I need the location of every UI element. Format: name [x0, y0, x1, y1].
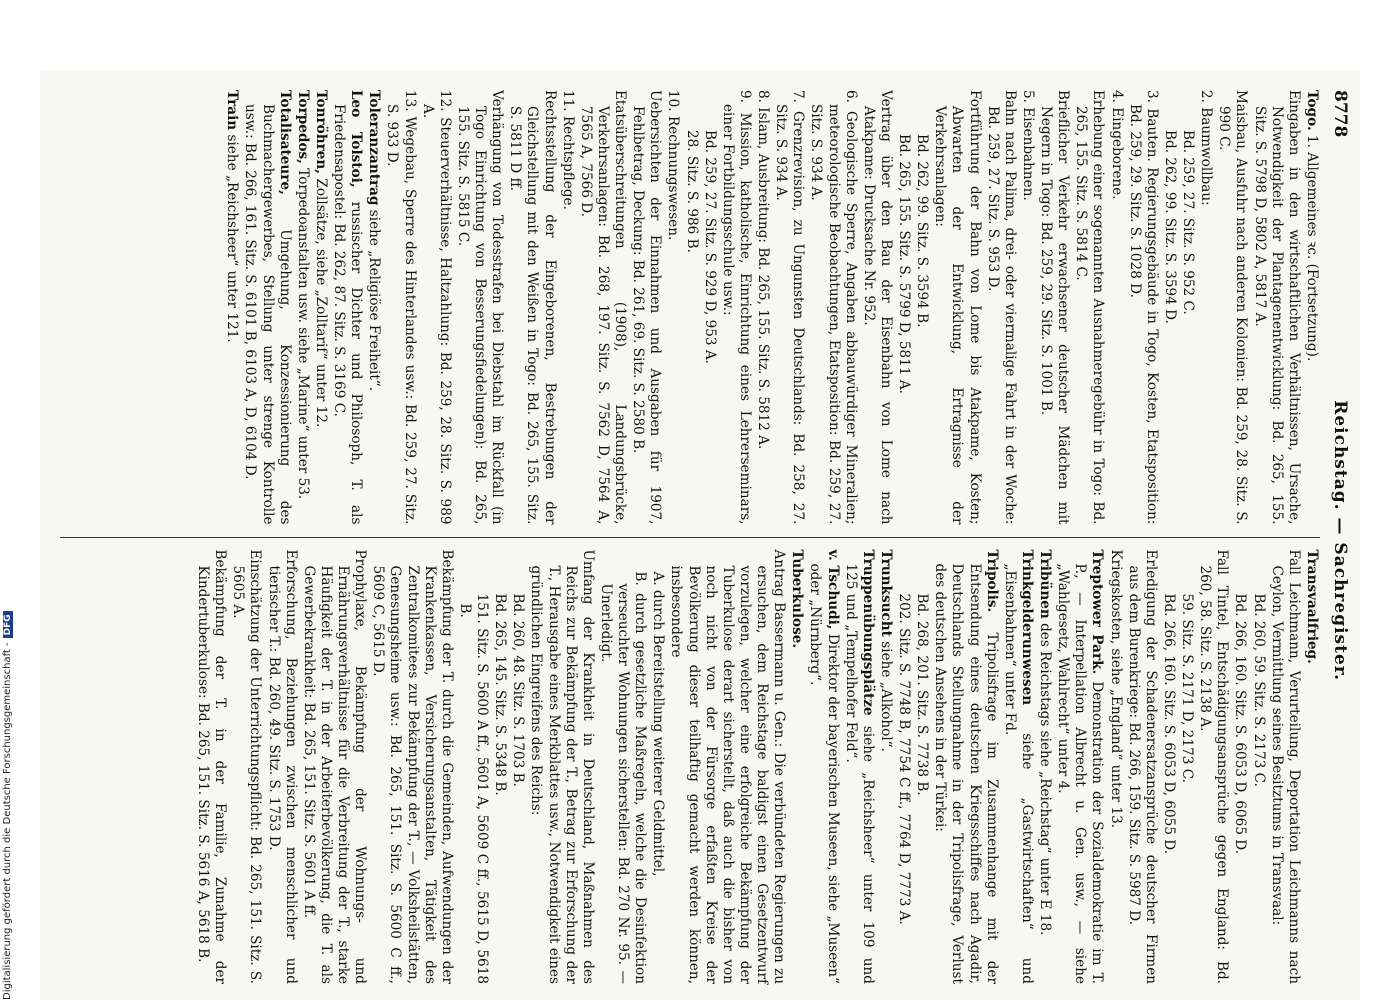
index-entry	[806, 550, 840, 985]
entry-text: 202. Sitz. S. 7748 B, 7754 C ff., 7764 D, 7773 A.	[896, 593, 913, 925]
entry-text: siehe „Reichsheer“ unter 121.	[224, 134, 241, 343]
entry-text: Eingaben in den wirtschaftlichen Verhältnissen, Ursache, Notwendigkeit der Plantagenentwicklung: Bd. 265, 155. Sitz. S. 5798 D, 5802 A, 5817 A.	[1251, 90, 1302, 525]
index-entry	[807, 90, 858, 525]
entry-heading: Tripolis.	[983, 549, 1000, 613]
index-entry	[683, 90, 700, 525]
index-entry	[649, 550, 666, 985]
index-entry	[577, 90, 628, 525]
index-entry	[719, 90, 753, 525]
entry-text: des Reichstags siehe „Reichstag“ unter E 18.	[1037, 623, 1054, 936]
index-entry	[194, 550, 228, 985]
index-entry	[1251, 90, 1302, 525]
entry-text: siehe „Gastwirtschaften“ und „Eisenbahnen“ unter Fd.	[1001, 563, 1035, 984]
entry-text: Bd. 262, 99. Sitz. S. 3594 B.	[914, 134, 931, 328]
entry-heading: Torpedos,	[294, 90, 311, 164]
index-entry	[877, 550, 894, 985]
entry-heading: Trinkgelderunwesen	[1019, 549, 1035, 706]
index-entry	[895, 90, 912, 525]
index-entry	[1019, 90, 1036, 525]
entry-text: Direktor der bayerischen Museen, siehe „Museen“ oder „Nürnberg“.	[807, 563, 841, 985]
entry-text: 8. Islam, Ausbreitung: Bd. 265, 155. Sitz. S. 5812 A.	[755, 90, 772, 450]
entry-text: russischer Dichter und Philosoph, T. als Friedensapostel: Bd. 262, 87. Sitz. S. 3169 C.	[331, 104, 365, 525]
entry-text: Erforschung, Beziehungen zwischen menschlicher und tierischer T.: Bd. 260, 49. Sitz. S. 1753 D.	[265, 549, 299, 984]
index-entry	[931, 90, 982, 525]
entry-heading: Toleranzantrag	[366, 90, 383, 206]
entry-text: 13. Wegebau, Sperre des Hinterlandes usw.: Bd. 259, 27. Sitz. S. 933 D.	[384, 90, 418, 525]
entry-text: 9. Mission, katholische, Einrichtung eines Lehrerseminars, einer Fortbildungsschule usw.:	[719, 90, 753, 525]
entry-text: 2. Baumwollbau:	[1198, 90, 1215, 206]
index-entry	[701, 90, 718, 525]
index-entry	[1126, 90, 1160, 525]
index-entry	[754, 90, 771, 525]
index-entry	[330, 90, 364, 525]
index-entry	[984, 90, 1018, 525]
entry-text: Bekämpfung der T. durch die Gemeinden, Aufwendungen der Krankenkassen, Versicherungsanstalten, Tätigkeit des Zentralkomitees zur Bekämpfung der T., — Volksheilstätten, Genesungsheime usw.: Bd. 265, 151. Sitz. S. 5600 C ff., 5609 C, 5615 D.	[370, 549, 455, 984]
entry-text: 59. Sitz. S. 2171 D, 2173 C.	[1179, 593, 1196, 783]
index-entry	[369, 550, 455, 985]
entry-text: Verhängung von Todesstrafen bei Diebstahl im Rückfall (in Togo Einrichtung von Besserungsfiedelungen): Bd. 265, 155. Sitz. S. 5815 C.	[455, 90, 506, 525]
scanned-page	[40, 70, 1360, 1000]
index-entry	[913, 550, 930, 985]
index-entry	[1125, 550, 1159, 985]
entry-text: Bd. 259, 27. Sitz. S. 929 D, 953 A.	[701, 130, 718, 364]
page-content	[40, 70, 1360, 1000]
page-title: Reichstag. — Sachregister.	[1330, 400, 1350, 682]
entry-text: 5. Eisenbahnen.	[1020, 90, 1036, 201]
index-entry	[1179, 90, 1196, 525]
index-entry	[491, 550, 508, 985]
entry-text: Zollsätze, siehe „Zolltarif“ unter 12.	[313, 178, 329, 428]
entry-text: Bd. 262, 99. Sitz. S. 3594 D.	[1162, 130, 1178, 324]
page-header	[1330, 90, 1350, 984]
index-entry	[1108, 90, 1125, 525]
index-entry	[1231, 550, 1248, 985]
entry-heading: Tuberkulose.	[789, 549, 806, 649]
index-entry	[1303, 90, 1320, 525]
right-column	[60, 550, 1320, 985]
index-entry	[1161, 90, 1178, 525]
index-entry	[265, 550, 299, 985]
index-entry	[788, 550, 805, 985]
dfg-logo: DFG	[3, 611, 13, 638]
index-entry	[241, 90, 292, 525]
entry-text: 151. Sitz. S. 5600 A ff., 5601 A, 5609 C ff., 5615 D, 5618 B.	[457, 593, 491, 984]
entry-text: Demonstration der Sozialdemokratie im T. P., — Interpellation Albrecht u. Gen. usw., — siehe „Wahlgesetz, Wahlrecht“ unter 4.	[1055, 563, 1106, 985]
index-entry	[1160, 550, 1177, 985]
entry-text: siehe „Reichsheer“ unter 109 und 125 und „Tempelhofer Feld“.	[842, 563, 876, 985]
entry-text: Erledigung der Schadenersatzansprüche deutscher Firmen aus dem Burenkriege: Bd. 266, 159. Sitz. S. 5987 D.	[1125, 549, 1159, 984]
entry-text: Prophylaxe, Bekämpfung der Wohnungs- und Ernährungsverhältnisse für die Verbreitung der T., starke Häufigkeit der T. in der Arbeiterbevölkerung, die T. als Gewerbekrankheit: Bd. 265, 151. Sitz. S. 5601 A ff.	[300, 549, 369, 984]
entry-text: Erhebung einer sogenannten Ausnahmeregebühr in Togo: Bd. 265, 155. Sitz. S. 5814 C.	[1073, 90, 1107, 525]
entry-text: Bd. 268, 201. Sitz. S. 7738 B.	[914, 593, 931, 796]
index-entry	[842, 550, 876, 985]
index-entry	[1268, 550, 1302, 985]
index-entry	[509, 550, 526, 985]
index-entry	[664, 90, 681, 525]
index-entry	[931, 550, 1000, 985]
index-entry	[1215, 90, 1249, 525]
index-entry	[383, 90, 417, 525]
entry-text: Bd. 266, 160. Sitz. S. 6053 D, 6065 D.	[1232, 593, 1249, 855]
column-divider	[60, 537, 1320, 538]
entry-heading: Truppenübungsplätze	[859, 549, 876, 716]
entry-text: Bd. 265, 145. Sitz. S. 5348 B.	[492, 593, 509, 796]
entry-text: A. durch Bereitstellung weiterer Geldmittel,	[650, 571, 667, 877]
index-entry	[419, 90, 453, 525]
entry-text: 28. Sitz. S. 986 B.	[683, 130, 700, 253]
index-entry	[1196, 550, 1230, 985]
index-entry	[1036, 550, 1053, 985]
index-entry	[506, 90, 557, 525]
entry-text: Bd. 260, 48. Sitz. S. 1703 B.	[510, 593, 527, 787]
entry-text: 4. Eingeborene.	[1108, 90, 1125, 200]
entry-text: Bd. 259, 27. Sitz. S. 952 C.	[1180, 130, 1197, 315]
index-entry	[1303, 550, 1320, 985]
entry-heading: Togo.	[1304, 90, 1320, 131]
entry-text: Fortführung der Bahn von Lome bis Atakpame, Kosten; Abwarten der Entwicklung, Ertragnisse der Verkehrsanlagen:	[932, 90, 983, 525]
entry-text: Vertrag über den Bau der Eisenbahn von Lome nach Atakpame: Drucksache Nr. 952.	[860, 90, 894, 525]
index-entry	[223, 90, 240, 525]
left-column	[60, 90, 1320, 525]
entry-text: Etatsüberschreitungen (1908), Landungsbrücke, Verkehrsanlagen: Bd. 268, 197. Sitz. S. 7562 D, 7564 A, 7565 A, 7566 D.	[577, 90, 629, 525]
index-entry	[527, 550, 596, 985]
index-entry	[456, 550, 490, 985]
entry-text: Bekämpfung der T. in der Familie, Zunahme der Kindertuberkulose: Bd. 265, 151. Sitz. S. 5616 A, 5618 B.	[195, 549, 229, 984]
index-entry	[1072, 90, 1106, 525]
entry-text: 7. Grenzrevision, zu Ungunsten Deutschlands: Bd. 258, 27. Sitz. S. 934 A.	[773, 90, 807, 525]
entry-text: siehe „Religiöse Freiheit“.	[366, 209, 383, 392]
entry-text: 10. Rechnungswesen.	[665, 90, 682, 241]
entry-text: Rechtsstellung der Eingeborenen, Bestrebungen der Gleichstellung mit den Weißen in Togo: Bd. 265, 155. Sitz. S. 5811 D ff.	[507, 90, 558, 525]
entry-text: Umfang der Krankheit in Deutschland, Maßnahmen des Reichs zur Bekämpfung der T., Betrag zur Erforschung der T., Herausgabe eines Merkblattes usw., Notwendigkeit eines gründlichen Eingreifens des Reichs:	[528, 549, 596, 984]
index-entry	[1001, 550, 1035, 985]
index-entry	[629, 90, 663, 525]
entry-text: Kriegskosten, siehe „England“ unter 13.	[1107, 549, 1124, 829]
entry-text: Bahn nach Palima, drei- oder viermalige Fahrt in der Woche: Bd. 259, 27. Sitz. S. 953 D.	[984, 90, 1018, 525]
entry-heading: Leo Tolstoi,	[348, 90, 365, 188]
footer-credit: Digitalisierung gefördert durch die Deutsche Forschungsgemeinschaft -	[2, 642, 13, 1000]
entry-text: Antrag Bassermann u. Gen.: Die verbündeten Regierungen zu ersuchen, dem Reichstage baldigst einen Gesetzentwurf vorzulegen, welcher eine erfolgreiche Bekämpfung der Tuberkulose derart sicherstellt, daß auch die bisher von noch nicht von der Fürsorge erfaßten Kreise der Bevölkerung dieser teilhaftig gemacht werden können, insbesondere	[668, 549, 788, 984]
entry-text: Einschätzung der Unterrichtungspflicht: Bd. 265, 151. Sitz. S. 5605 A.	[230, 549, 264, 984]
entry-heading: Tonröhren,	[313, 90, 329, 175]
entry-text: 1. Allgemeines ꝛc. (Fortsetzung).	[1304, 135, 1320, 362]
entry-heading: Trunksucht	[878, 549, 894, 637]
index-entry	[772, 90, 806, 525]
entry-text: siehe „Alkohol“.	[878, 641, 894, 752]
entry-heading: Treptower Park.	[1089, 549, 1106, 675]
index-entry	[1107, 550, 1124, 985]
entry-text: 3. Bauten. Regierungsgebäude in Togo, Kosten, Etatsposition: Bd. 259, 29. Sitz. S. 1028 D.	[1126, 90, 1160, 525]
entry-text: B. durch gesetzliche Maßregeln, welche die Desinfektion verseuchter Wohnungen sicherstellen: Bd. 270 Nr. 95. — Unerledigt.	[598, 571, 649, 984]
entry-text: Tripolisfrage im Zusammenhange mit der Entsendung eines deutschen Kriegsschiffes nach Agadir, Deutschlands Stellungnahme in der Tripolisfrage, Verlust des deutschen Ansehens in der Türkei:	[932, 563, 1000, 984]
index-entry	[365, 90, 382, 525]
index-entry	[1054, 550, 1105, 985]
entry-text: Bd. 260, 59. Sitz. S. 2173 C.	[1250, 593, 1267, 787]
entry-text: 6. Geologische Sperre, Angaben abbauwürdiger Mineralien; meteorologische Beobachtungen, Etatsposition: Bd. 259, 27. Sitz. S. 934 A.	[808, 90, 859, 525]
index-entry	[300, 550, 369, 985]
entry-heading: Transvaalfrieg.	[1304, 549, 1320, 664]
footer-strip	[2, 600, 16, 1000]
entry-heading: Train	[224, 90, 241, 131]
index-entry	[895, 550, 912, 985]
entry-text: Fall Leichmann, Verurteilung, Deportation Leichmanns nach Ceylon, Vermittlung seines Besitztums in Transvaal:	[1268, 549, 1302, 984]
index-entry	[294, 90, 311, 525]
entry-text: Brieflicher Verkehr erwachsener deutscher Mädchen mit Negern in Togo: Bd. 259, 29. Sitz. S. 1001 B.	[1038, 90, 1072, 525]
entry-text: Bd. 265, 155. Sitz. S. 5799 D, 5811 A.	[896, 134, 913, 394]
index-entry	[312, 90, 329, 525]
index-entry	[454, 90, 505, 525]
index-entry	[913, 90, 930, 525]
entry-text: Uebersichten der Einnahmen und Ausgaben für 1907, Fehlbetrag, Deckung: Bd. 261, 69. Sitz. S. 2580 B.	[630, 90, 664, 525]
page-number: 8778	[1330, 90, 1350, 138]
entry-heading: Tribünen	[1037, 549, 1054, 619]
index-entry	[597, 550, 648, 985]
entry-text: Bd. 266, 160. Sitz. S. 6053 D, 6055 D.	[1161, 593, 1177, 855]
index-entry	[559, 90, 576, 525]
entry-text: 11. Rechtspflege.	[559, 90, 576, 210]
entry-text: Maisbau, Ausfuhr nach anderen Kolonien: Bd. 259, 28. Sitz. S. 990 C.	[1216, 90, 1250, 525]
entry-text: Torpedoanstalten usw. siehe „Marine“ unter 53.	[294, 168, 311, 500]
index-entry	[1250, 550, 1267, 985]
index-entry	[667, 550, 787, 985]
index-entry	[229, 550, 263, 985]
index-entry	[1178, 550, 1195, 985]
entry-text: Umgehung, Konzessionierung des Buchmachergewerbes, Stellung unter strenge Kontrolle usw.: Bd. 266, 161. Sitz. S. 6101 B, 6103 A, D, 6104 D.	[242, 104, 293, 525]
index-entry	[1197, 90, 1214, 525]
index-entry	[860, 90, 894, 525]
entry-heading: Totalisateure,	[276, 90, 293, 195]
entry-text: 12. Steuerverhältnisse, Haltzahlung: Bd. 259, 28. Sitz. S. 989 A.	[419, 90, 453, 525]
entry-text: Fall Tintel, Entschädigungsansprüche gegen England: Bd. 260, 58. Sitz. S. 2138 A.	[1197, 549, 1231, 984]
index-entry	[1037, 90, 1071, 525]
entry-heading: v. Tschudi,	[824, 549, 841, 630]
